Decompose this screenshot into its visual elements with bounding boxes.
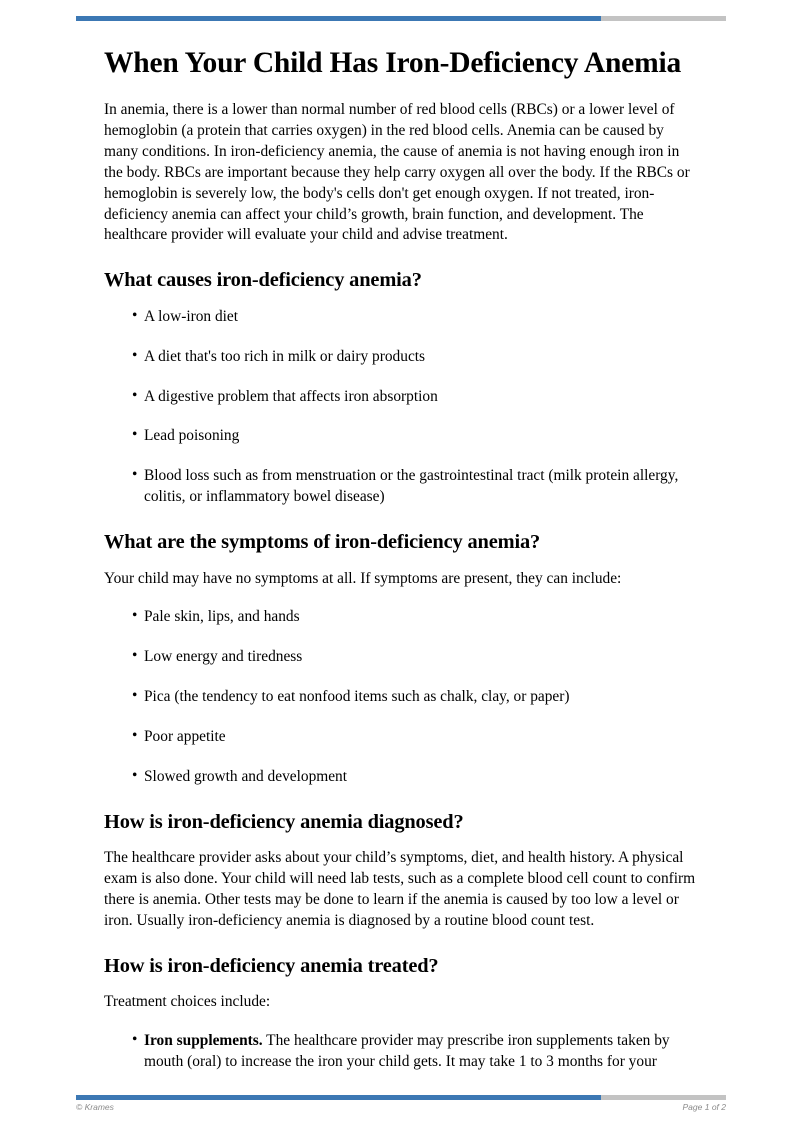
footer-copyright: © Krames bbox=[76, 1102, 114, 1112]
list-item: • Blood loss such as from menstruation or the gastrointestinal tract (milk protein allergy, colitis, or inflammatory bowel disease) bbox=[104, 466, 698, 508]
causes-list bbox=[104, 307, 698, 508]
list-item: • Pale skin, lips, and hands bbox=[104, 607, 698, 628]
list-item: • Pica (the tendency to eat nonfood items such as chalk, clay, or paper) bbox=[104, 687, 698, 708]
list-item-lead: Iron supplements. bbox=[144, 1032, 263, 1050]
list-item: • Poor appetite bbox=[104, 727, 698, 748]
footer-rule-gray-segment bbox=[601, 1095, 726, 1100]
list-item: • A low-iron diet bbox=[104, 307, 698, 328]
header-rule bbox=[76, 16, 726, 21]
symptoms-list bbox=[104, 607, 698, 787]
header-rule-blue-segment bbox=[76, 16, 601, 21]
symptoms-intro-paragraph: Your child may have no symptoms at all. If symptoms are present, they can include: bbox=[104, 569, 622, 587]
page-footer bbox=[76, 1102, 726, 1112]
section-heading-causes: What causes iron-deficiency anemia? bbox=[104, 269, 422, 292]
section-heading-treatment: How is iron-deficiency anemia treated? bbox=[104, 954, 439, 977]
list-item bbox=[104, 1031, 698, 1073]
treatment-list bbox=[104, 1031, 698, 1073]
list-item-text: The healthcare provider may prescribe iron supplements taken by mouth (oral) to increase the iron your child gets. It may take 1 to 3 months for your bbox=[144, 1032, 670, 1071]
footer-rule-blue-segment bbox=[76, 1095, 601, 1100]
footer-rule bbox=[76, 1095, 726, 1100]
list-item: • Low energy and tiredness bbox=[104, 647, 698, 668]
diagnosis-paragraph: The healthcare provider asks about your child’s symptoms, diet, and health history. A physical exam is also done. Your child will need lab tests, such as a complete blood cell count to confirm there is anemia. Other tests may be done to learn if the anemia is caused by too low a level or iron. Usually iron-deficiency anemia is diagnosed by a routine blood count test. bbox=[104, 849, 696, 929]
list-item: • A diet that's too rich in milk or dairy products bbox=[104, 347, 698, 368]
intro-paragraph: In anemia, there is a lower than normal number of red blood cells (RBCs) or a lower level of hemoglobin (a protein that carries oxygen) in the red blood cells. Anemia can be caused by many conditions. In iron-deficiency anemia, the cause of anemia is not having enough iron in the body. RBCs are important because they help carry oxygen all over the body. If the RBCs or hemoglobin is severely low, the body's cells don't get enough oxygen. If not treated, iron-deficiency anemia can affect your child’s growth, brain function, and development. The healthcare provider will evaluate your child and advise treatment. bbox=[104, 101, 690, 244]
section-heading-symptoms: What are the symptoms of iron-deficiency anemia? bbox=[104, 531, 541, 554]
page-title: When Your Child Has Iron-Deficiency Anemia bbox=[104, 47, 681, 79]
list-item: • Slowed growth and development bbox=[104, 767, 698, 788]
list-item: • A digestive problem that affects iron absorption bbox=[104, 387, 698, 408]
treatment-intro-paragraph: Treatment choices include: bbox=[104, 993, 271, 1011]
section-heading-diagnosis: How is iron-deficiency anemia diagnosed? bbox=[104, 810, 464, 833]
document-content bbox=[104, 46, 698, 1077]
header-rule-gray-segment bbox=[601, 16, 726, 21]
footer-page-number: Page 1 of 2 bbox=[682, 1102, 726, 1112]
list-item: • Lead poisoning bbox=[104, 426, 698, 447]
